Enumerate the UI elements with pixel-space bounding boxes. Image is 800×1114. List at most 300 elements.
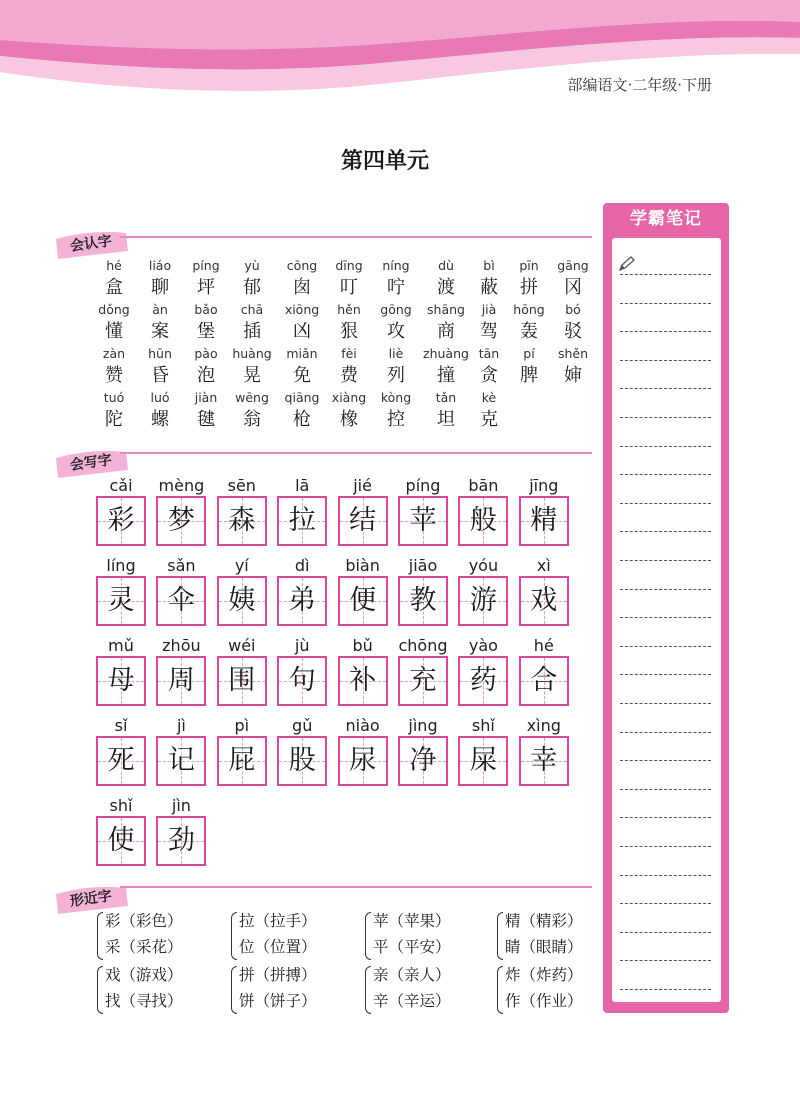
pinyin: jù <box>294 636 310 655</box>
writing-box <box>519 576 569 626</box>
writing-box <box>156 736 206 786</box>
read-char <box>464 388 514 432</box>
hanzi: 死 <box>107 745 135 776</box>
pinyin: shǐ <box>471 716 495 735</box>
pinyin: bó <box>565 302 581 317</box>
pinyin: biàn <box>345 556 380 575</box>
writing-box <box>398 576 448 626</box>
notes-paper[interactable] <box>612 238 721 1002</box>
pinyin: shāng <box>427 302 465 317</box>
read-char <box>227 344 277 388</box>
note-line <box>620 703 711 704</box>
hanzi: 围 <box>228 665 256 696</box>
write-char <box>336 636 390 706</box>
hanzi: 游 <box>469 585 497 616</box>
brace-icon <box>231 966 237 1014</box>
writing-box <box>519 496 569 546</box>
write-char <box>275 556 329 626</box>
write-char <box>215 716 269 786</box>
pinyin: pí <box>523 346 535 361</box>
pinyin: píng <box>405 476 441 495</box>
read-char <box>227 256 277 300</box>
writing-box <box>458 496 508 546</box>
pinyin: hé <box>106 258 122 273</box>
brace-icon <box>365 912 371 960</box>
writing-box <box>96 496 146 546</box>
note-line <box>620 388 711 389</box>
hanzi: 咛 <box>387 277 405 298</box>
pinyin: xìng <box>526 716 561 735</box>
write-char <box>456 716 510 786</box>
pinyin: dì <box>294 556 310 575</box>
hanzi: 盒 <box>105 277 123 298</box>
hanzi: 冈 <box>564 277 582 298</box>
similar-word: 采（采花） <box>105 938 183 956</box>
read-char <box>324 300 374 344</box>
writing-box <box>398 656 448 706</box>
writing-box <box>338 496 388 546</box>
hanzi: 免 <box>293 365 311 386</box>
hanzi: 狠 <box>340 321 358 342</box>
writing-box <box>277 656 327 706</box>
read-char <box>504 300 554 344</box>
hanzi: 结 <box>349 505 377 536</box>
read-char <box>548 300 598 344</box>
note-line <box>620 846 711 847</box>
section-divider <box>120 886 592 888</box>
similar-word: 炸（炸药） <box>505 966 583 984</box>
section-label-similar: 形近字 <box>52 884 130 914</box>
similar-word: 苹（苹果） <box>373 912 451 930</box>
hanzi: 婶 <box>564 365 582 386</box>
writing-box <box>217 656 267 706</box>
hanzi: 郁 <box>243 277 261 298</box>
read-char <box>135 256 185 300</box>
pinyin: gōng <box>380 302 412 317</box>
brace-icon <box>231 912 237 960</box>
hanzi: 坦 <box>437 409 455 430</box>
note-line <box>620 274 711 275</box>
hanzi: 陀 <box>105 409 123 430</box>
write-char <box>154 476 208 546</box>
note-line <box>620 446 711 447</box>
hanzi: 幸 <box>530 745 558 776</box>
writing-box <box>458 656 508 706</box>
pinyin: zàn <box>102 346 126 361</box>
similar-word: 作（作业） <box>505 992 583 1010</box>
write-char <box>517 636 571 706</box>
writing-box <box>217 736 267 786</box>
write-char <box>154 796 208 866</box>
read-char <box>504 256 554 300</box>
pinyin: qiāng <box>284 390 320 405</box>
pinyin: liè <box>388 346 404 361</box>
writing-box <box>338 656 388 706</box>
pinyin: pì <box>234 716 250 735</box>
brace-icon <box>497 966 503 1014</box>
pinyin: niào <box>345 716 380 735</box>
write-char <box>456 476 510 546</box>
writing-box <box>96 576 146 626</box>
pinyin: huàng <box>232 346 272 361</box>
write-char <box>275 636 329 706</box>
write-char <box>396 636 450 706</box>
pinyin: jì <box>176 716 186 735</box>
read-char <box>135 388 185 432</box>
pinyin: wēng <box>235 390 269 405</box>
read-char <box>371 344 421 388</box>
write-char <box>154 556 208 626</box>
hanzi: 泡 <box>197 365 215 386</box>
write-char <box>154 636 208 706</box>
pinyin: jìng <box>408 716 438 735</box>
pinyin: dù <box>438 258 454 273</box>
pinyin: pào <box>194 346 218 361</box>
hanzi: 列 <box>387 365 405 386</box>
pinyin: kòng <box>380 390 412 405</box>
pinyin: liáo <box>148 258 172 273</box>
hanzi: 灵 <box>107 585 135 616</box>
write-char <box>215 636 269 706</box>
pinyin: líng <box>106 556 136 575</box>
write-char <box>517 716 571 786</box>
writing-box <box>277 736 327 786</box>
read-char <box>277 388 327 432</box>
pinyin: bǔ <box>352 636 373 655</box>
brace-icon <box>97 966 103 1014</box>
hanzi: 拼 <box>520 277 538 298</box>
write-char <box>94 556 148 626</box>
pinyin: jià <box>481 302 497 317</box>
writing-box <box>156 576 206 626</box>
write-char <box>275 476 329 546</box>
hanzi: 堡 <box>197 321 215 342</box>
pinyin: níng <box>382 258 410 273</box>
hanzi: 渡 <box>437 277 455 298</box>
book-subject: 部编语文·二年级·下册 <box>567 76 712 94</box>
hanzi: 贪 <box>480 365 498 386</box>
note-line <box>620 503 711 504</box>
read-char <box>548 344 598 388</box>
writing-box <box>398 496 448 546</box>
read-char <box>324 256 374 300</box>
read-char <box>371 388 421 432</box>
pinyin: kè <box>481 390 497 405</box>
pinyin: àn <box>152 302 168 317</box>
pinyin: chōng <box>398 636 448 655</box>
pinyin: shǐ <box>109 796 133 815</box>
writing-box <box>156 656 206 706</box>
note-line <box>620 531 711 532</box>
pinyin: hé <box>533 636 554 655</box>
hanzi: 克 <box>480 409 498 430</box>
write-char <box>456 636 510 706</box>
hanzi: 商 <box>437 321 455 342</box>
read-char <box>181 344 231 388</box>
similar-word: 戏（游戏） <box>105 966 183 984</box>
writing-box <box>156 816 206 866</box>
read-char <box>227 388 277 432</box>
hanzi: 轰 <box>520 321 538 342</box>
pinyin: zhuàng <box>423 346 469 361</box>
write-char <box>336 556 390 626</box>
hanzi: 屁 <box>228 745 256 776</box>
writing-box <box>96 736 146 786</box>
note-line <box>620 817 711 818</box>
pinyin: xiàng <box>331 390 367 405</box>
pinyin: dǒng <box>98 302 130 317</box>
write-char <box>275 716 329 786</box>
write-char <box>336 476 390 546</box>
pinyin: fèi <box>341 346 357 361</box>
notes-title: 学霸笔记 <box>630 209 702 229</box>
hanzi: 晃 <box>243 365 261 386</box>
write-char <box>94 636 148 706</box>
similar-word: 位（位置） <box>239 938 317 956</box>
write-char <box>336 716 390 786</box>
hanzi: 费 <box>340 365 358 386</box>
pinyin: hěn <box>337 302 361 317</box>
note-line <box>620 474 711 475</box>
similar-word: 找（寻找） <box>105 992 183 1010</box>
similar-word: 精（精彩） <box>505 912 583 930</box>
pinyin: yào <box>468 636 498 655</box>
hanzi: 记 <box>167 745 195 776</box>
read-char <box>277 300 327 344</box>
hanzi: 懂 <box>105 321 123 342</box>
pinyin: zhōu <box>162 636 201 655</box>
note-line <box>620 932 711 933</box>
section-divider <box>120 452 592 454</box>
writing-box <box>217 576 267 626</box>
hanzi: 枪 <box>293 409 311 430</box>
pinyin: luó <box>150 390 170 405</box>
read-row <box>96 256 596 300</box>
hanzi: 尿 <box>349 745 377 776</box>
pinyin: cǎi <box>109 476 133 495</box>
hanzi: 坪 <box>197 277 215 298</box>
pinyin: xiōng <box>284 302 320 317</box>
hanzi: 苹 <box>409 505 437 536</box>
note-line <box>620 589 711 590</box>
hanzi: 叮 <box>340 277 358 298</box>
write-char <box>215 556 269 626</box>
hanzi: 药 <box>469 665 497 696</box>
read-char <box>277 344 327 388</box>
note-line <box>620 760 711 761</box>
hanzi: 屎 <box>469 745 497 776</box>
read-char <box>504 344 554 388</box>
pinyin: dīng <box>335 258 363 273</box>
hanzi: 聊 <box>151 277 169 298</box>
pinyin: yóu <box>468 556 499 575</box>
read-row <box>96 344 596 388</box>
hanzi: 梦 <box>167 505 195 536</box>
hanzi: 控 <box>387 409 405 430</box>
page-title: 第四单元 <box>340 148 429 174</box>
pinyin: wéi <box>228 636 256 655</box>
pinyin: jiàn <box>194 390 218 405</box>
hanzi: 劲 <box>167 825 195 856</box>
section-label-read: 会认字 <box>52 229 130 259</box>
writing-box <box>338 736 388 786</box>
similar-word: 亲（亲人） <box>373 966 451 984</box>
writing-box <box>96 816 146 866</box>
read-char <box>277 256 327 300</box>
pinyin: sēn <box>227 476 256 495</box>
writing-box <box>458 576 508 626</box>
read-char <box>89 300 139 344</box>
note-line <box>620 960 711 961</box>
hanzi: 股 <box>288 745 316 776</box>
read-char <box>135 300 185 344</box>
hanzi: 翁 <box>243 409 261 430</box>
read-char <box>181 300 231 344</box>
write-char <box>154 716 208 786</box>
read-char <box>548 256 598 300</box>
read-char <box>324 344 374 388</box>
pinyin: píng <box>192 258 220 273</box>
write-char <box>456 556 510 626</box>
hanzi: 驳 <box>564 321 582 342</box>
pinyin: jiāo <box>408 556 438 575</box>
hanzi: 攻 <box>387 321 405 342</box>
hanzi: 姨 <box>228 585 256 616</box>
similar-word: 拉（拉手） <box>239 912 317 930</box>
writing-box <box>398 736 448 786</box>
note-line <box>620 360 711 361</box>
pinyin: yù <box>244 258 260 273</box>
hanzi: 插 <box>243 321 261 342</box>
similar-word: 拼（拼搏） <box>239 966 317 984</box>
pinyin: jìn <box>171 796 191 815</box>
pinyin: lā <box>295 476 310 495</box>
write-char <box>94 476 148 546</box>
hanzi: 补 <box>349 665 377 696</box>
hanzi: 净 <box>409 745 437 776</box>
brace-icon <box>97 912 103 960</box>
writing-box <box>519 736 569 786</box>
read-char <box>371 256 421 300</box>
section-label-write: 会写字 <box>52 448 130 478</box>
write-char <box>396 476 450 546</box>
pencil-icon <box>618 256 636 272</box>
read-row <box>96 388 596 432</box>
hanzi: 赞 <box>105 365 123 386</box>
pinyin: hūn <box>148 346 172 361</box>
note-line <box>620 560 711 561</box>
write-char <box>517 556 571 626</box>
hanzi: 囱 <box>293 277 311 298</box>
pinyin: sǐ <box>114 716 128 735</box>
note-line <box>620 331 711 332</box>
hanzi: 案 <box>151 321 169 342</box>
writing-box <box>519 656 569 706</box>
write-char <box>396 716 450 786</box>
similar-word: 平（平安） <box>373 938 451 956</box>
read-char <box>89 256 139 300</box>
similar-word: 饼（饼子） <box>239 992 317 1010</box>
read-char <box>181 256 231 300</box>
hanzi: 拉 <box>288 505 316 536</box>
hanzi: 脾 <box>520 365 538 386</box>
hanzi: 毽 <box>197 409 215 430</box>
hanzi: 充 <box>409 665 437 696</box>
read-char <box>324 388 374 432</box>
pinyin: gāng <box>557 258 589 273</box>
pinyin: sǎn <box>167 556 196 575</box>
pinyin: yí <box>234 556 249 575</box>
hanzi: 撞 <box>437 365 455 386</box>
pinyin: mèng <box>158 476 205 495</box>
writing-box <box>277 496 327 546</box>
read-char <box>135 344 185 388</box>
hanzi: 戏 <box>530 585 558 616</box>
writing-box <box>96 656 146 706</box>
hanzi: 合 <box>530 665 558 696</box>
hanzi: 驾 <box>480 321 498 342</box>
hanzi: 螺 <box>151 409 169 430</box>
writing-box <box>277 576 327 626</box>
note-line <box>620 903 711 904</box>
note-line <box>620 789 711 790</box>
note-line <box>620 989 711 990</box>
pinyin: bǎo <box>194 302 218 317</box>
note-line <box>620 875 711 876</box>
pinyin: tǎn <box>435 390 457 405</box>
write-char <box>94 796 148 866</box>
hanzi: 昏 <box>151 365 169 386</box>
write-char <box>94 716 148 786</box>
similar-word: 彩（彩色） <box>105 912 183 930</box>
read-char <box>371 300 421 344</box>
pinyin: cōng <box>286 258 318 273</box>
note-line <box>620 646 711 647</box>
hanzi: 凶 <box>293 321 311 342</box>
write-char <box>517 476 571 546</box>
read-char <box>89 344 139 388</box>
pinyin: xì <box>536 556 551 575</box>
hanzi: 周 <box>167 665 195 696</box>
pinyin: shěn <box>557 346 589 361</box>
note-line <box>620 732 711 733</box>
writing-box <box>458 736 508 786</box>
brace-icon <box>497 912 503 960</box>
pinyin: pīn <box>519 258 539 273</box>
pinyin: jīng <box>529 476 559 495</box>
hanzi: 橡 <box>340 409 358 430</box>
writing-box <box>338 576 388 626</box>
hanzi: 弟 <box>288 585 316 616</box>
read-char <box>181 388 231 432</box>
pinyin: bān <box>468 476 499 495</box>
brace-icon <box>365 966 371 1014</box>
pinyin: jié <box>353 476 372 495</box>
hanzi: 般 <box>469 505 497 536</box>
pinyin: chā <box>240 302 264 317</box>
note-line <box>620 417 711 418</box>
hanzi: 森 <box>228 505 256 536</box>
hanzi: 句 <box>288 665 316 696</box>
hanzi: 教 <box>409 585 437 616</box>
pinyin: gǔ <box>292 716 313 735</box>
hanzi: 便 <box>349 585 377 616</box>
note-line <box>620 303 711 304</box>
pinyin: tān <box>478 346 500 361</box>
hanzi: 使 <box>107 825 135 856</box>
hanzi: 母 <box>107 665 135 696</box>
hanzi: 彩 <box>107 505 135 536</box>
